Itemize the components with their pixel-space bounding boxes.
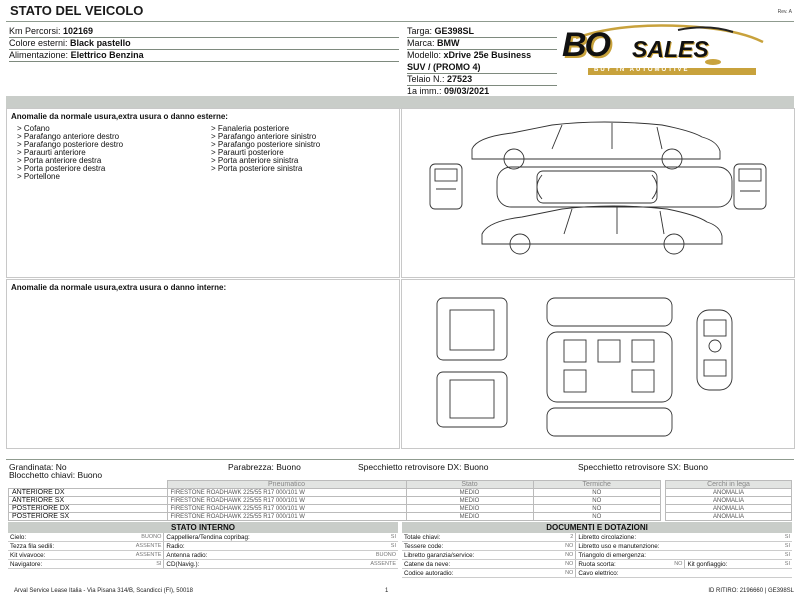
list-item: > Parafango anteriore sinistro: [211, 132, 317, 141]
fuel-value: Elettrico Benzina: [70, 50, 144, 60]
damage-marker-icon: [630, 141, 635, 146]
model-row: Modello: xDrive 25e Business: [407, 50, 532, 60]
list-item: > Parafango anteriore destro: [17, 132, 120, 141]
list-item: > Porta anteriore sinistra: [211, 156, 299, 165]
damage-marker-icon: [650, 225, 655, 230]
list-item: > Porta anteriore destra: [17, 156, 102, 165]
table-row: Cielo: BUONO Cappelliera/Tendina copribag: SI: [10, 533, 396, 541]
tyres-header: Pneumatico Stato Termiche: [9, 481, 661, 489]
table-row: Catene da neve: NO Ruota scorta: NO Kit gonfiaggio: SI: [404, 560, 790, 568]
table-row: ANOMALIA: [666, 489, 792, 497]
chassis-row: Telaio N.: 27523: [407, 74, 473, 84]
damage-marker-icon: [575, 226, 580, 231]
table-row: Kit vivavoce: ASSENTE Antenna radio: BUONO: [10, 551, 396, 559]
table-row: ANOMALIA: [666, 497, 792, 505]
registration-value: 09/03/2021: [444, 86, 490, 96]
exterior-title: Anomalie da normale usura,extra usura o danno esterne:: [11, 112, 228, 121]
damage-marker-icon: [640, 231, 645, 236]
windshield-summary: Parabrezza: Buono: [228, 462, 301, 472]
car-exterior-diagram: [402, 109, 794, 277]
damage-marker-icon: [640, 147, 645, 152]
damage-marker-icon: [525, 145, 530, 150]
km-value: 102169: [63, 26, 94, 36]
list-item: > Porta posteriore sinistra: [211, 164, 303, 173]
footer-address: Arval Service Lease Italia - Via Pisana 314/B, Scandicci (FI), 50018: [14, 588, 193, 594]
logo-main: BO: [562, 26, 609, 64]
key-lock-summary: Blocchetto chiavi: Buono: [9, 470, 103, 480]
km-row: Km Percorsi: 102169: [9, 26, 94, 36]
model-value: xDrive 25e Business: [443, 50, 532, 60]
model-body-value: SUV / (PROMO 4): [407, 62, 481, 72]
interior-state-section: [8, 522, 398, 569]
list-item: > Paraurti posteriore: [211, 148, 284, 157]
color-value: Black pastello: [70, 38, 131, 48]
exterior-damage-panel: [6, 108, 400, 278]
list-item: > Porta posteriore destra: [17, 164, 106, 173]
damage-marker-icon: [580, 145, 585, 150]
list-item: > Fanaleria posteriore: [211, 124, 290, 133]
damage-marker-icon: [745, 185, 750, 190]
vehicle-info-right: [407, 25, 567, 97]
table-row: ANOMALIA: [666, 513, 792, 521]
hail-summary: Grandinata: No: [9, 462, 67, 472]
interior-damage-panel: [6, 279, 400, 449]
list-item: > Portellone: [17, 172, 60, 181]
brand-value: BMW: [437, 38, 460, 48]
page-title: STATO DEL VEICOLO: [10, 3, 144, 18]
table-row: Libretto garanzia/service: NO Triangolo di emergenza: SI: [404, 551, 790, 559]
documents-title: DOCUMENTI E DOTAZIONI: [402, 522, 792, 533]
damage-marker-icon: [605, 228, 610, 233]
plate-row: Targa: GE398SL: [407, 26, 475, 36]
damage-marker-icon: [605, 142, 610, 147]
brand-row: Marca: BMW: [407, 38, 460, 48]
logo-suffix: SALES: [632, 36, 709, 62]
car-interior-diagram: [402, 280, 794, 448]
table-row: Codice autoradio: NO Cavo elettrico:: [402, 569, 792, 578]
table-row: ANOMALIA: [666, 505, 792, 513]
mirror-sx-summary: Specchietto retrovisore SX: Buono: [578, 462, 708, 472]
exterior-list-col2: [211, 125, 320, 173]
damage-marker-icon: [555, 236, 560, 241]
table-row: POSTERIORE DX FIRESTONE ROADHAWK 225/55 R17 000/101 W MEDIO NO: [9, 505, 661, 513]
footer-id: ID RITIRO: 2196660 | GE398SL: [708, 588, 794, 594]
table-row: Tezza fila sedili: ASSENTE Radio: SI: [10, 542, 396, 550]
color-row: Colore esterni: Black pastello: [9, 38, 131, 48]
logo-tagline: BUY IN AUTOMOTIVE: [594, 67, 690, 73]
bosales-logo: [558, 22, 783, 80]
rims-header: Cerchi in lega: [666, 481, 792, 489]
list-item: > Parafango posteriore sinistro: [211, 140, 321, 149]
table-row: ANTERIORE DX FIRESTONE ROADHAWK 225/55 R17 000/101 W MEDIO NO: [9, 489, 661, 497]
mirror-dx-summary: Specchietto retrovisore DX: Buono: [358, 462, 489, 472]
vehicle-info-left: [9, 25, 404, 65]
damage-marker-icon: [550, 228, 555, 233]
damage-marker-icon: [690, 187, 695, 192]
exterior-list-col1: [17, 125, 123, 181]
table-row: Tessere code: NO Libretto uso e manutenzione: SI: [404, 542, 790, 550]
table-row: ANTERIORE SX FIRESTONE ROADHAWK 225/55 R17 000/101 W MEDIO NO: [9, 497, 661, 505]
exterior-diagram-panel: [401, 108, 795, 278]
chassis-value: 27523: [447, 74, 473, 84]
documents-section: [402, 522, 792, 578]
damage-marker-icon: [445, 174, 450, 179]
registration-row: 1a imm.: 09/03/2021: [407, 86, 490, 96]
table-row: Totale chiavi: 2 Libretto circolazione: SI: [404, 533, 790, 541]
damage-marker-icon: [445, 190, 450, 195]
revision-label: Rev. A: [777, 9, 792, 15]
tyres-table: [8, 480, 661, 521]
interior-state-title: STATO INTERNO: [8, 522, 398, 533]
plate-value: GE398SL: [434, 26, 475, 36]
footer-page-number: 1: [385, 588, 389, 594]
fuel-row: Alimentazione: Elettrico Benzina: [9, 50, 144, 60]
interior-title: Anomalie da normale usura,extra usura o danno interne:: [11, 283, 227, 292]
damage-marker-icon: [690, 149, 695, 154]
damage-marker-icon: [465, 185, 470, 190]
rims-table: [665, 480, 792, 521]
damage-marker-icon: [570, 140, 575, 145]
list-item: > Cofano: [17, 124, 50, 133]
table-row: POSTERIORE SX FIRESTONE ROADHAWK 225/55 R17 000/101 W MEDIO NO: [9, 513, 661, 521]
table-row: Navigatore: SI CD(Navig.): ASSENTE: [10, 560, 396, 568]
list-item: > Parafango posteriore destro: [17, 140, 124, 149]
interior-diagram-panel: [401, 279, 795, 449]
list-item: > Paraurti anteriore: [17, 148, 86, 157]
damage-marker-icon: [540, 143, 545, 148]
model-row-2: [407, 61, 481, 73]
